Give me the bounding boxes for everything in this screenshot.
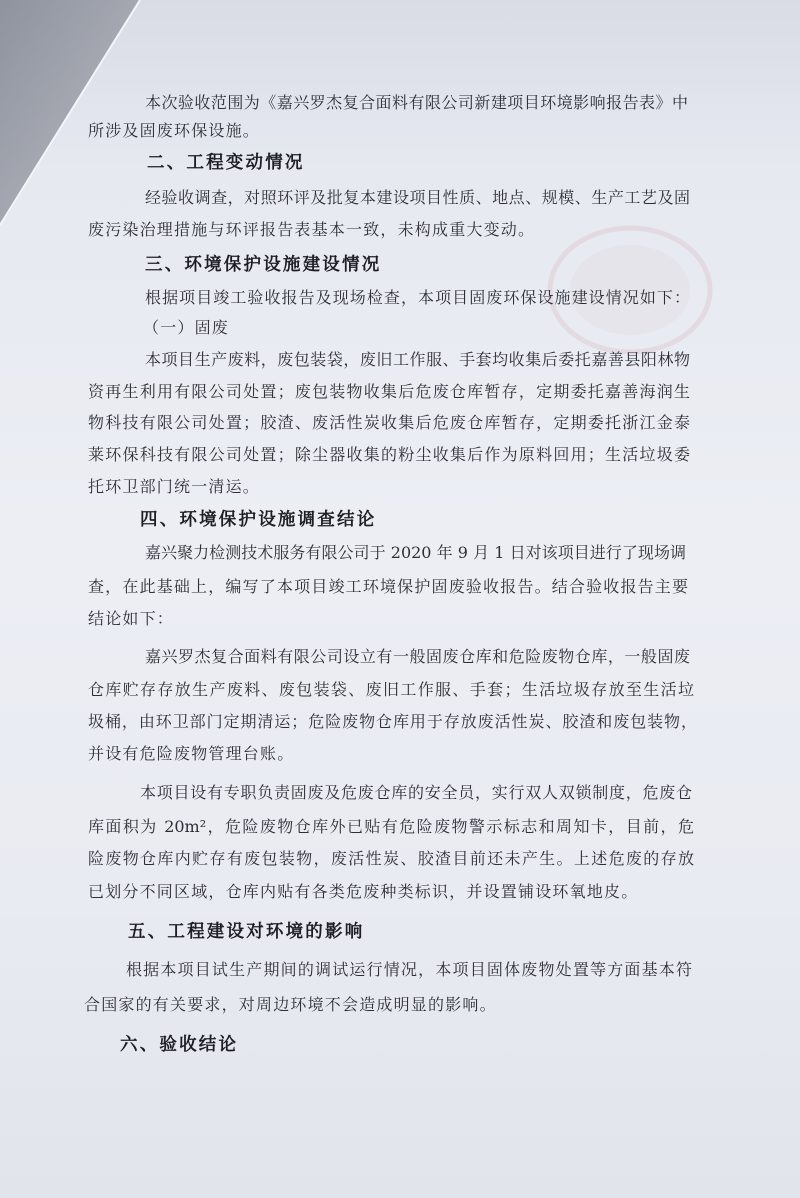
body-line: 合国家的有关要求，对周边环境不会造成明显的影响。 [84,995,497,1014]
body-line: 已划分不同区域，仓库内贴有各类危废种类标识，并设置铺设环氧地皮。 [88,882,639,901]
body-line: 库面积为 20m²，危险废物仓库外已贴有危险废物警示标志和周知卡，目前，危 [88,817,694,836]
body-line: 根据本项目试生产期间的调试运行情况，本项目固体废物处置等方面基本符 [126,960,692,979]
body-line: 险废物仓库内贮存有废包装物，废活性炭、胶渣目前还未产生。上述危废的存放 [88,849,694,868]
body-line: 根据项目竣工验收报告及现场检查，本项目固废环保设施建设情况如下： [145,288,690,307]
body-line: 资再生利用有限公司处置；废包装物收集后危废仓库暂存，定期委托嘉善海润生 [88,382,690,401]
section-heading: 五、工程建设对环境的影响 [128,922,365,942]
body-line: 废污染治理措施与环评报告表基本一致，未构成重大变动。 [88,220,536,239]
section-heading: 六、验收结论 [120,1035,239,1055]
body-line: 查，在此基础上，编写了本项目竣工环境保护固废验收报告。结合验收报告主要 [88,577,688,596]
body-line: 经验收调查，对照环评及批复本建设项目性质、地点、规模、生产工艺及固 [145,188,690,207]
body-line: 并设有危险废物管理台账。 [88,744,295,763]
body-line: 本项目设有专职负责固废及危废仓库的安全员，实行双人双锁制度，危废仓 [140,783,692,802]
section-heading: 四、环境保护设施调查结论 [140,510,377,530]
body-line: 仓库贮存存放生产废料、废包装袋、废旧工作服、手套；生活垃圾存放至生活垃 [88,680,694,699]
body-line: 嘉兴罗杰复合面料有限公司设立有一般固废仓库和危险废物仓库，一般固废 [145,647,690,666]
body-line: 莱环保科技有限公司处置；除尘器收集的粉尘收集后作为原料回用；生活垃圾委 [88,445,690,464]
body-line: 本次验收范围为《嘉兴罗杰复合面料有限公司新建项目环境影响报告表》中 [145,93,688,112]
body-line: 嘉兴聚力检测技术服务有限公司于 2020 年 9 月 1 日对该项目进行了现场调 [145,543,686,562]
body-line: 圾桶，由环卫部门定期清运；危险废物仓库用于存放废活性炭、胶渣和废包装物， [88,712,697,731]
section-heading: 三、环境保护设施建设情况 [145,255,382,275]
section-heading: 二、工程变动情况 [147,153,305,173]
body-line: 所涉及固废环保设施。 [88,121,261,140]
body-line: 结论如下： [88,609,175,628]
body-line: 本项目生产废料，废包装袋，废旧工作服、手套均收集后委托嘉善县阳林物 [145,350,690,369]
body-line: 物科技有限公司处置；胶渣、废活性炭收集后危废仓库暂存，定期委托浙江金泰 [88,413,690,432]
subsection-heading: （一）固废 [143,318,230,337]
body-line: 托环卫部门统一清运。 [88,477,261,496]
